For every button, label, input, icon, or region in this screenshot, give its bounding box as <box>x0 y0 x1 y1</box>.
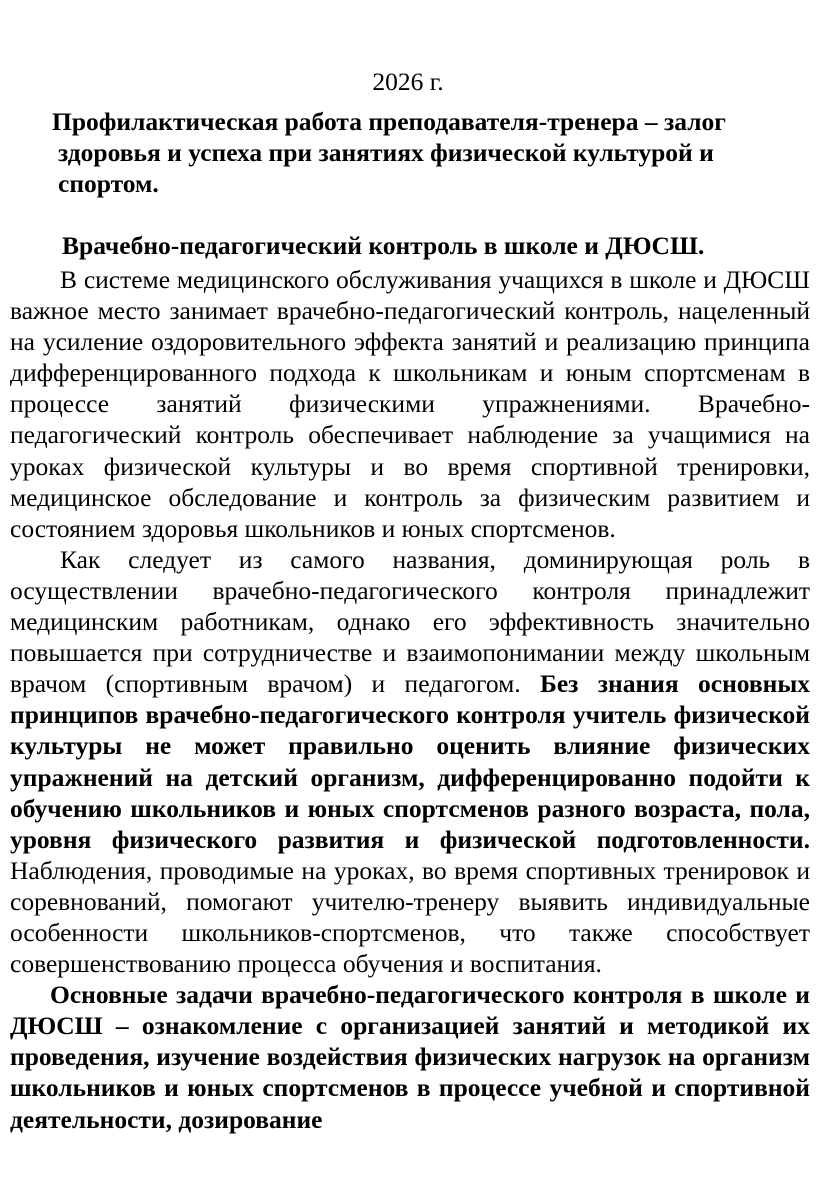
document-title <box>52 106 782 199</box>
paragraph-3: Основные задачи врачебно-педагогического контроля в школе и ДЮСШ – ознакомление с организацией занятий и методикой их проведения, изучение воздействия физических нагрузок на организм школьников и юных спортсменов в процессе учебной и спортивной деятельности, дозирование <box>10 980 810 1134</box>
title-line-2: здоровья и успеха при занятиях физической культурой и <box>58 138 714 167</box>
title-line-3: спортом. <box>58 169 159 198</box>
paragraph-2-bold: Без знания основных принципов врачебно-педагогического контроля учитель физической культуры не может правильно оценить влияние физических упражнений на детский организм, дифференцированно подойти к обучению школьников и юных спортсменов разного возраста, пола, уровня физического развития и физической подготовленности. <box>10 669 810 854</box>
paragraph-1: В системе медицинского обслуживания учащихся в школе и ДЮСШ важное место занимает врачебно-педагогический контроль, нацеленный на усиление оздоровительного эффекта занятий и реализацию принципа дифференцированного подхода к школьникам и юным спортсменам в процессе занятий физическими упражнениями. Врачебно-педагогический контроль обеспечивает наблюдение за учащимися на уроках физической культуры и во время спортивной тренировки, медицинское обследование и контроль за физическим развитием и состоянием здоровья школьников и юных спортсменов. <box>10 265 810 543</box>
title-line-1: Профилактическая работа преподавателя-тренера – залог <box>52 107 726 136</box>
section-heading: Врачебно-педагогический контроль в школе и ДЮСШ. <box>62 231 705 260</box>
document-body <box>10 264 810 1135</box>
paragraph-2 <box>10 544 810 979</box>
document-year: 2026 г. <box>372 67 444 96</box>
paragraph-2-start: Как следует из самого названия, доминирующая роль в осуществлении врачебно-педагогического контроля принадлежит медицинским работникам, однако его эффективность значительно повышается при сотрудничестве и взаимопонимании между школьным врачом (спортивным врачом) и педагогом. <box>10 544 810 699</box>
paragraph-2-end: Наблюдения, проводимые на уроках, во время спортивных тренировок и соревнований, помогают учителю-тренеру выявить индивидуальные особенности школьников-спортсменов, что также способствует совершенствованию процесса обучения и воспитания. <box>10 855 810 979</box>
